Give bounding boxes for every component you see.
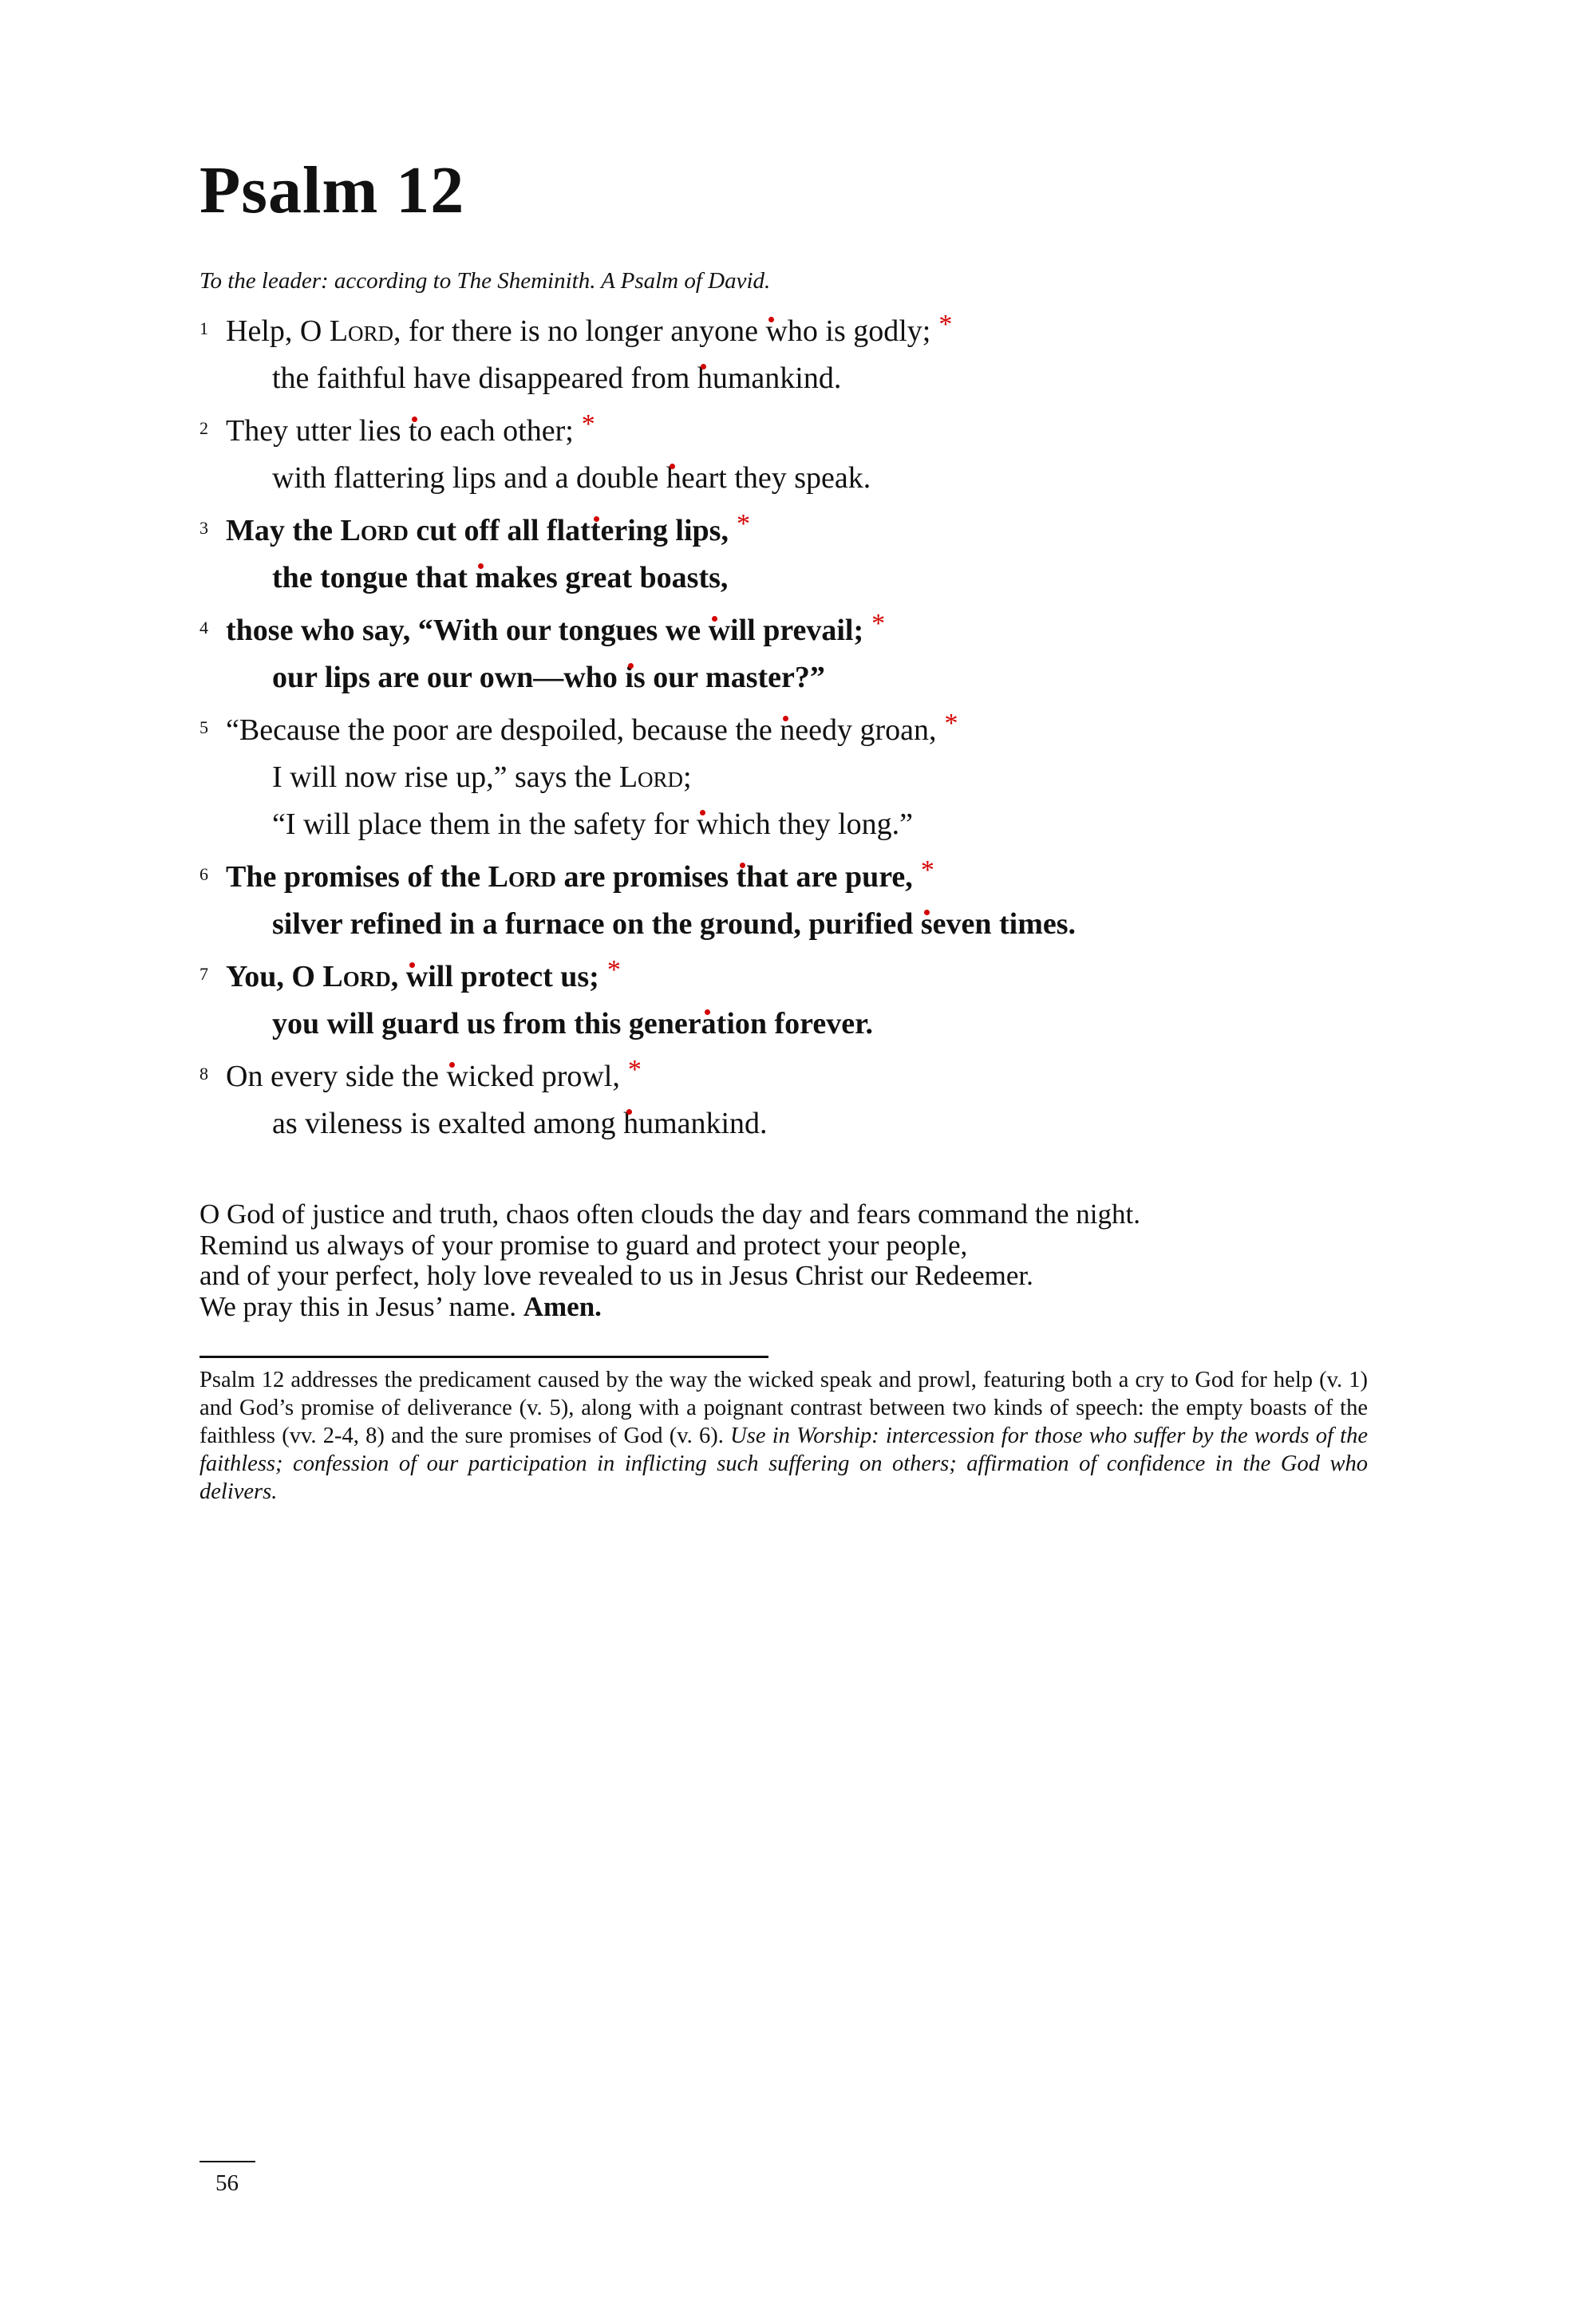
verse-text: will protect us; bbox=[405, 960, 599, 993]
psalm-prayer bbox=[200, 1199, 1140, 1322]
divine-name: Lord bbox=[618, 760, 684, 794]
verse-text: to each other; bbox=[408, 414, 574, 448]
note-use-in-worship: Use in Worship: intercession for those who suffer by the words of the faithless; confession of our participation in inflicting such suffering on others; affirmation of confidence in the God who delivers. bbox=[200, 1424, 1368, 1504]
verse-text: will prevail; bbox=[708, 614, 864, 647]
verse-text: who is godly; bbox=[765, 314, 931, 348]
divine-name: Lord bbox=[340, 514, 409, 547]
asterisk-mark-icon: * bbox=[606, 955, 621, 985]
verse-text: wicked prowl, bbox=[446, 1060, 620, 1093]
verse-text: with flattering lips and a double bbox=[272, 461, 666, 495]
verse-text: Help, O bbox=[226, 314, 330, 348]
psalm-text bbox=[200, 308, 1396, 1147]
verse-line bbox=[200, 308, 1396, 355]
verse-text: I will now rise up,” says the bbox=[272, 760, 619, 794]
verse-continuation-line bbox=[200, 555, 1396, 602]
asterisk-mark-icon: * bbox=[938, 310, 953, 339]
asterisk-mark-icon: * bbox=[871, 609, 886, 638]
verse-number: 6 bbox=[200, 864, 208, 884]
verse-text: cut off all flat bbox=[408, 514, 591, 547]
prayer-closing: We pray this in Jesus’ name. bbox=[200, 1290, 523, 1322]
verse-line bbox=[200, 607, 1396, 654]
verse-text: the tongue that bbox=[272, 561, 476, 594]
asterisk-mark-icon: * bbox=[581, 409, 595, 439]
verse-line bbox=[200, 854, 1396, 901]
verse-number: 3 bbox=[200, 518, 208, 538]
page-title: Psalm 12 bbox=[200, 153, 465, 227]
verse-text: tering lips, bbox=[590, 514, 729, 547]
verse-number: 4 bbox=[200, 618, 208, 638]
verse-line bbox=[200, 408, 1396, 455]
verse-gap bbox=[200, 502, 1396, 507]
verse bbox=[200, 707, 1396, 848]
verse bbox=[200, 607, 1396, 701]
verse-number: 2 bbox=[200, 418, 208, 438]
verse-gap bbox=[200, 602, 1396, 607]
verse-text: those who say, “With our tongues we bbox=[226, 614, 709, 647]
verse-gap bbox=[200, 848, 1396, 854]
verse-number: 7 bbox=[200, 964, 208, 984]
verse-continuation-line bbox=[200, 901, 1396, 948]
verse-number: 8 bbox=[200, 1064, 208, 1084]
verse-line bbox=[200, 507, 1396, 555]
divine-name: Lord bbox=[329, 314, 394, 348]
divine-name: Lord bbox=[488, 860, 556, 894]
verse-text: our lips are our own—who bbox=[272, 661, 626, 694]
footnote-divider bbox=[200, 1356, 768, 1358]
verse-text: ation forever. bbox=[701, 1007, 873, 1041]
verse-number: 1 bbox=[200, 318, 208, 338]
asterisk-mark-icon: * bbox=[627, 1055, 642, 1084]
prayer-line bbox=[200, 1292, 1140, 1323]
prayer-line: and of your perfect, holy love revealed to us in Jesus Christ our Redeemer. bbox=[200, 1260, 1033, 1291]
verse-text: ; bbox=[683, 760, 692, 794]
divine-name: Lord bbox=[322, 960, 391, 993]
verse-line bbox=[200, 1053, 1396, 1100]
verse-continuation-line bbox=[200, 455, 1396, 502]
verse-text: humankind. bbox=[623, 1107, 768, 1140]
verse-text: the faithful have disappeared from bbox=[272, 361, 697, 395]
verse-gap bbox=[200, 1048, 1396, 1053]
verse-text: makes great boasts, bbox=[475, 561, 729, 594]
verse-text: which they long.” bbox=[696, 808, 914, 841]
psalm-superscription: To the leader: according to The Sheminith. A Psalm of David. bbox=[200, 268, 771, 294]
verse-text: The promises of the bbox=[226, 860, 488, 894]
verse-text: needy groan, bbox=[780, 713, 937, 747]
verse-gap bbox=[200, 701, 1396, 707]
verse-line bbox=[200, 954, 1396, 1001]
page-number: 56 bbox=[215, 2170, 239, 2196]
verse-continuation-line bbox=[200, 754, 1396, 801]
verse bbox=[200, 507, 1396, 602]
verse-line bbox=[200, 707, 1396, 754]
verse-text: is our master?” bbox=[625, 661, 825, 694]
verse-text: silver refined in a furnace on the ground, purified bbox=[272, 907, 921, 941]
verse-text: as vileness is exalted among bbox=[272, 1107, 624, 1140]
verse bbox=[200, 308, 1396, 402]
asterisk-mark-icon: * bbox=[736, 509, 750, 539]
verse-continuation-line bbox=[200, 1001, 1396, 1048]
verse-text: humankind. bbox=[697, 361, 842, 395]
verse-text: you will guard us from this gener bbox=[272, 1007, 701, 1041]
verse-text: May the bbox=[226, 514, 341, 547]
verse bbox=[200, 854, 1396, 948]
page-number-rule bbox=[200, 2161, 255, 2162]
verse-text: On every side the bbox=[226, 1060, 447, 1093]
psalm-note bbox=[200, 1366, 1368, 1506]
verse-gap bbox=[200, 948, 1396, 954]
verse-text: “I will place them in the safety for bbox=[272, 808, 697, 841]
verse-text: You, O bbox=[226, 960, 323, 993]
verse bbox=[200, 408, 1396, 502]
verse-gap bbox=[200, 402, 1396, 408]
verse bbox=[200, 954, 1396, 1048]
asterisk-mark-icon: * bbox=[920, 855, 934, 885]
verse-continuation-line bbox=[200, 654, 1396, 701]
amen: Amen. bbox=[523, 1290, 602, 1322]
verse-text: heart they speak. bbox=[666, 461, 871, 495]
verse-continuation-line bbox=[200, 355, 1396, 402]
prayer-line: Remind us always of your promise to guard and protect your people, bbox=[200, 1229, 968, 1261]
verse-text: They utter lies bbox=[226, 414, 409, 448]
verse-text: “Because the poor are despoiled, because the bbox=[226, 713, 780, 747]
verse-continuation-line bbox=[200, 1100, 1396, 1147]
asterisk-mark-icon: * bbox=[944, 709, 958, 738]
verse-text: seven times. bbox=[920, 907, 1077, 941]
prayer-line: O God of justice and truth, chaos often clouds the day and fears command the night. bbox=[200, 1198, 1140, 1230]
verse-text: are promises bbox=[555, 860, 737, 894]
note-text: Psalm 12 addresses the predicament caused by the way the wicked speak and prowl, featuring both a cry to God for help (v. 1) and God’s promise of deliverance (v. 5), along with a poignant contrast between two kinds of speech: the empty boasts of the faithless (vv. 2-4, 8) and the sure promises of God (v. 6). bbox=[200, 1368, 1368, 1448]
verse-continuation-line bbox=[200, 801, 1396, 848]
verse-text: , bbox=[390, 960, 406, 993]
verse-text: , for there is no longer anyone bbox=[393, 314, 766, 348]
verse-text: that are pure, bbox=[736, 860, 913, 894]
verse-number: 5 bbox=[200, 717, 208, 737]
verse bbox=[200, 1053, 1396, 1147]
